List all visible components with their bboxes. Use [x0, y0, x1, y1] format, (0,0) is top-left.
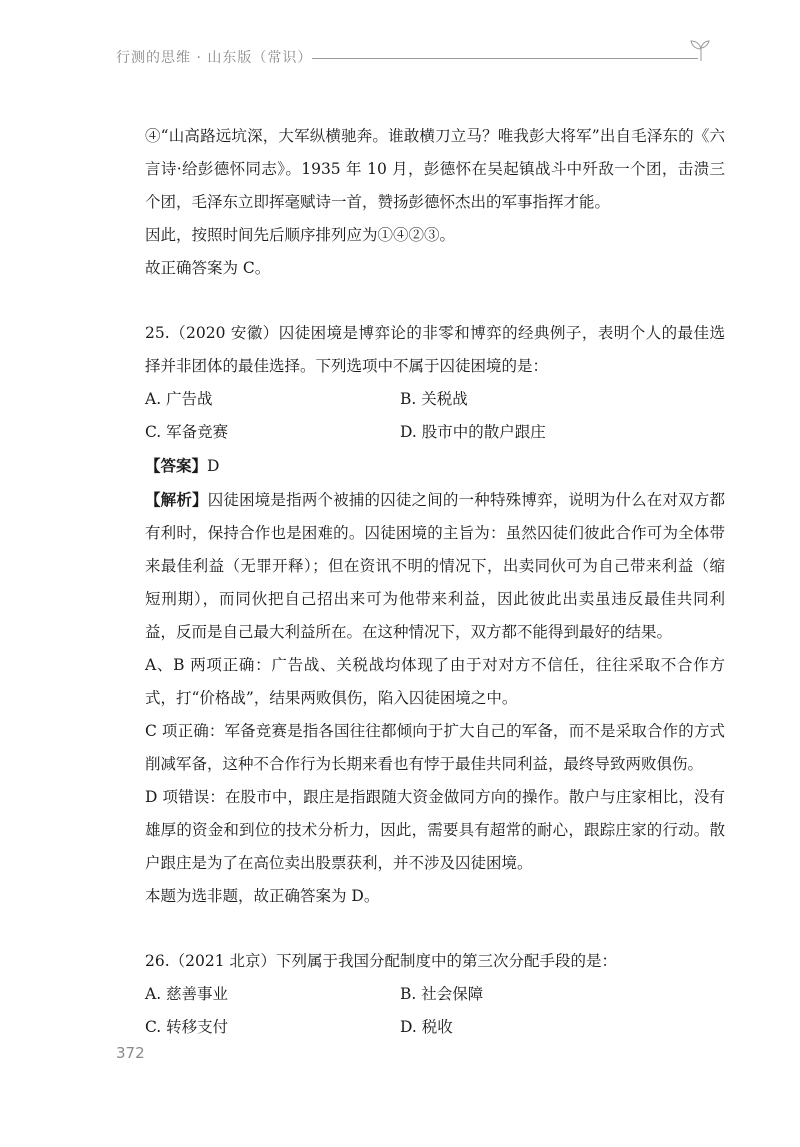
option: B. 社会保障: [400, 985, 484, 1003]
analysis-label: 【解析】: [145, 490, 208, 509]
paragraph: A、B 两项正确：广告战、关税战均体现了由于对对方不信任，往往采取不合作方式，打“价格战”，结果两败俱伤，陷入囚徒困境之中。: [145, 656, 725, 707]
option: A. 慈善事业: [145, 985, 229, 1003]
answer-label: 【答案】: [145, 456, 208, 475]
paragraph: 本题为选非题，故正确答案为 D。: [145, 887, 380, 905]
options-row: [145, 383, 725, 416]
page-content: [145, 120, 725, 1044]
answer-value: D: [207, 457, 220, 475]
option: D. 股市中的散户跟庄: [400, 423, 546, 441]
running-header: [116, 47, 716, 77]
paragraph: D 项错误：在股市中，跟庄是指跟随大资金做同方向的操作。散户与庄家相比，没有雄厚的资金和到位的技术分析力，因此，需要具有超常的耐心，跟踪庄家的行动。散户跟庄是为了在高位卖出股票获利，并不涉及囚徒困境。: [145, 788, 725, 872]
header-title: 行测的思维 · 山东版（常识）: [116, 50, 313, 66]
analysis-text: 囚徒困境是指两个被捕的囚徒之间的一种特殊博弈，说明为什么在对双方都有利时，保持合作也是困难的。囚徒困境的主旨为：虽然囚徒们彼此合作可为全体带来最佳利益（无罪开释）；但在资讯不明的情况下，出卖同伙可为自己带来利益（缩短刑期），而同伙把自己招出来可为他带来利益，因此彼此出卖虽违反最佳共同利益，反而是自己最大利益所在。在这种情况下，双方都不能得到最好的结果。: [145, 491, 725, 641]
question-stem: 25.（2020 安徽）囚徒困境是博弈论的非零和博弈的经典例子，表明个人的最佳选择并非团体的最佳选择。下列选项中不属于囚徒困境的是：: [145, 324, 725, 375]
paragraph: 故正确答案为 C。: [145, 259, 271, 277]
answer-line: [145, 449, 725, 483]
option: B. 关税战: [400, 390, 468, 408]
paragraph: ④“山高路远坑深，大军纵横驰奔。谁敢横刀立马？唯我彭大将军”出自毛泽东的《六言诗·给彭德怀同志》。1935 年 10 月，彭德怀在吴起镇战斗中歼敌一个团，击溃三个团，毛泽东立即挥毫赋诗一首，赞扬彭德怀杰出的军事指挥才能。: [145, 127, 725, 211]
option: A. 广告战: [145, 390, 213, 408]
paragraph: 因此，按照时间先后顺序排列应为①④②③。: [145, 226, 456, 244]
header-rule: [312, 58, 698, 59]
options-row: [145, 416, 725, 449]
options-row: [145, 1011, 725, 1044]
paragraph: C 项正确：军备竞赛是指各国往往都倾向于扩大自己的军备，而不是采取合作的方式削减军备，这种不合作行为长期来看也有悖于最佳共同利益，最终导致两败俱伤。: [145, 722, 725, 773]
option: C. 转移支付: [145, 1018, 229, 1036]
option: D. 税收: [400, 1018, 453, 1036]
page-number: 372: [116, 1044, 145, 1062]
option: C. 军备竞赛: [145, 423, 229, 441]
options-row: [145, 978, 725, 1011]
question-stem: 26.（2021 北京）下列属于我国分配制度中的第三次分配手段的是：: [145, 952, 618, 970]
sprout-icon: [686, 39, 716, 63]
analysis-paragraph: [145, 483, 725, 649]
